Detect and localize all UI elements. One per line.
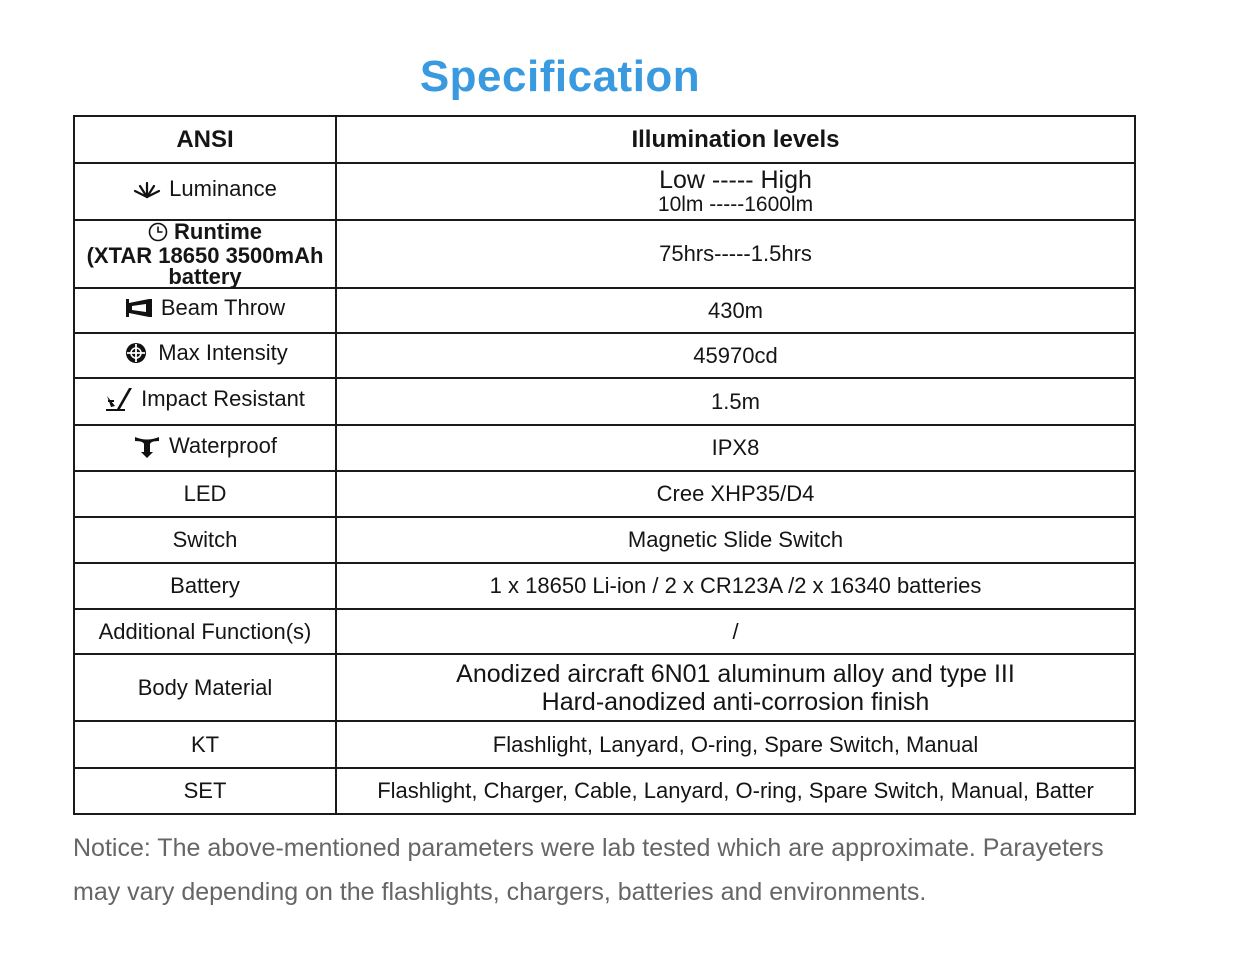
table-row-luminance xyxy=(74,163,1135,220)
kt-value: Flashlight, Lanyard, O-ring, Spare Switch, Manual xyxy=(336,721,1135,768)
table-row-impact-resistant xyxy=(74,378,1135,425)
body-material-line2: Hard-anodized anti-corrosion finish xyxy=(541,687,930,716)
table-row-set xyxy=(74,768,1135,814)
additional-functions-value: / xyxy=(336,609,1135,654)
clock-icon xyxy=(148,222,168,242)
runtime-label: Runtime xyxy=(174,219,262,245)
table-row-kt xyxy=(74,721,1135,768)
impact-label: Impact Resistant xyxy=(141,386,305,411)
table-row-runtime xyxy=(74,220,1135,288)
table-row-led xyxy=(74,471,1135,517)
waterproof-icon xyxy=(133,434,161,458)
burst-icon xyxy=(133,177,161,201)
crosshair-icon xyxy=(122,341,150,365)
table-row-waterproof xyxy=(74,425,1135,471)
header-illumination-levels: Illumination levels xyxy=(336,116,1135,163)
table-row-beam-throw xyxy=(74,288,1135,333)
beam-throw-label-cell xyxy=(74,288,336,333)
beam-throw-label: Beam Throw xyxy=(160,295,286,320)
additional-functions-label: Additional Function(s) xyxy=(74,609,336,654)
table-row-body-material xyxy=(74,654,1135,721)
table-row-additional-functions xyxy=(74,609,1135,654)
luminance-label: Luminance xyxy=(169,176,277,201)
table-row-battery xyxy=(74,563,1135,609)
table-header-row xyxy=(74,116,1135,163)
notice-text xyxy=(73,826,1223,914)
page-title: Specification xyxy=(419,52,701,101)
table-row-max-intensity xyxy=(74,333,1135,378)
body-material-value-cell xyxy=(336,654,1135,721)
max-intensity-label-cell xyxy=(74,333,336,378)
set-label: SET xyxy=(74,768,336,814)
notice-line-1: Notice: The above-mentioned parameters were lab tested which are approximate. Parayeters xyxy=(73,834,1104,862)
runtime-battery-note-end: battery xyxy=(168,263,242,289)
body-material-label: Body Material xyxy=(74,654,336,721)
impact-icon xyxy=(105,387,133,411)
battery-label: Battery xyxy=(74,563,336,609)
set-value: Flashlight, Charger, Cable, Lanyard, O-ring, Spare Switch, Manual, Batter xyxy=(336,768,1135,814)
waterproof-label: Waterproof xyxy=(168,432,277,458)
runtime-label-cell xyxy=(74,220,336,288)
beam-throw-value: 430m xyxy=(336,288,1135,333)
waterproof-value: IPX8 xyxy=(336,425,1135,471)
header-ansi: ANSI xyxy=(74,116,336,163)
luminance-label-cell xyxy=(74,163,336,220)
beam-throw-icon xyxy=(125,296,153,320)
battery-value: 1 x 18650 Li-ion / 2 x CR123A /2 x 16340 batteries xyxy=(336,563,1135,609)
max-intensity-value: 45970cd xyxy=(336,333,1135,378)
runtime-value: 75hrs-----1.5hrs xyxy=(336,220,1135,288)
body-material-line1: Anodized aircraft 6N01 aluminum alloy and type III xyxy=(456,659,1015,688)
kt-label: KT xyxy=(74,721,336,768)
specification-table xyxy=(73,115,1136,815)
impact-label-cell xyxy=(74,378,336,425)
switch-value: Magnetic Slide Switch xyxy=(336,517,1135,563)
switch-label: Switch xyxy=(74,517,336,563)
runtime-battery-note: (XTAR 18650 3500mAh xyxy=(86,242,324,268)
table-row-switch xyxy=(74,517,1135,563)
impact-value: 1.5m xyxy=(336,378,1135,425)
notice-line-2: may vary depending on the flashlights, chargers, batteries and environments. xyxy=(73,878,927,906)
luminance-range-label: Low ----- High xyxy=(659,166,812,194)
waterproof-label-cell xyxy=(74,425,336,471)
luminance-range-value: 10lm -----1600lm xyxy=(657,193,814,216)
max-intensity-label: Max Intensity xyxy=(158,340,288,365)
led-label: LED xyxy=(74,471,336,517)
led-value: Cree XHP35/D4 xyxy=(336,471,1135,517)
luminance-value-cell xyxy=(336,163,1135,220)
